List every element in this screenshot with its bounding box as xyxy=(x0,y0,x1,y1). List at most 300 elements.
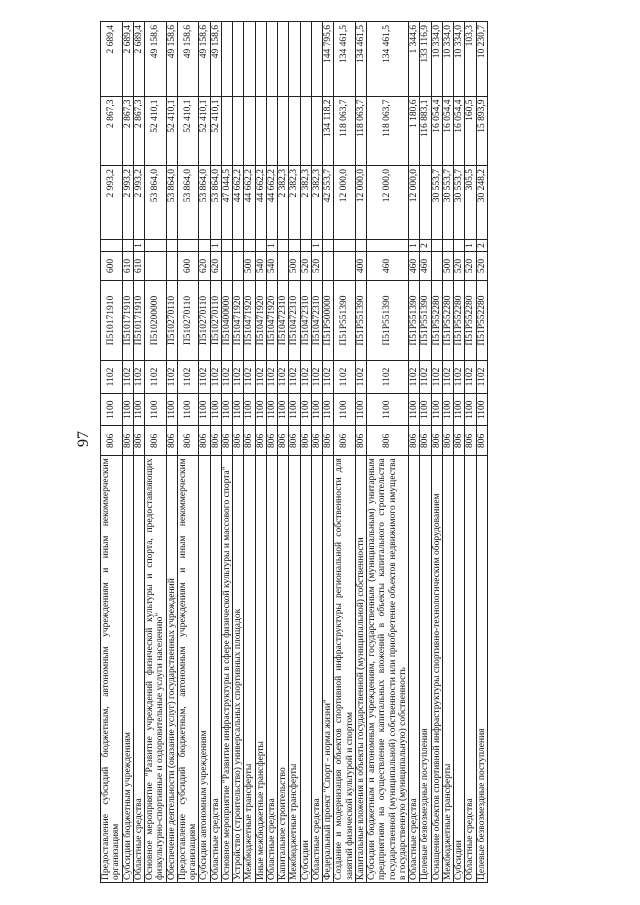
row-description: Субсидии xyxy=(300,456,311,883)
row-amount-year-3 xyxy=(221,22,232,97)
row-description: Областные средства xyxy=(311,456,322,883)
row-admin-code: 806 xyxy=(166,426,177,456)
row-target-article: П510270110 xyxy=(210,281,221,360)
row-amount-year-3 xyxy=(278,22,289,97)
table-row xyxy=(300,22,311,883)
row-description: Субсидии xyxy=(454,456,465,883)
row-section: 1100 xyxy=(233,394,244,426)
row-expense-type: 600 xyxy=(101,251,123,281)
row-amount-year-2 xyxy=(255,96,266,165)
row-amount-year-2: 2 867,3 xyxy=(122,96,133,165)
row-description: Областные средства xyxy=(266,456,277,883)
row-subsection: 1102 xyxy=(431,360,442,393)
row-amount-year-1: 44 662,2 xyxy=(233,165,244,239)
row-amount-year-3 xyxy=(266,22,277,97)
row-section: 1100 xyxy=(122,394,133,426)
row-section: 1100 xyxy=(367,394,409,426)
row-funding-source: 1 xyxy=(311,240,322,251)
row-admin-code: 806 xyxy=(409,426,420,456)
row-section: 1100 xyxy=(465,394,476,426)
row-admin-code: 806 xyxy=(199,426,210,456)
row-target-article: П51P552280 xyxy=(476,281,487,360)
row-amount-year-1: 44 662,2 xyxy=(266,165,277,239)
row-admin-code: 806 xyxy=(442,426,453,456)
row-target-article: П51P551390 xyxy=(355,281,366,360)
row-admin-code: 806 xyxy=(311,426,322,456)
row-subsection: 1102 xyxy=(367,360,409,393)
row-amount-year-2 xyxy=(300,96,311,165)
table-row xyxy=(454,22,465,883)
row-amount-year-3: 49 158,6 xyxy=(210,22,221,97)
table-row xyxy=(323,22,334,883)
row-section: 1100 xyxy=(244,394,255,426)
row-description: Устройство (строительство) универсальных спортивных площадок xyxy=(233,456,244,883)
row-expense-type: 620 xyxy=(199,251,210,281)
row-amount-year-2: 16 054,4 xyxy=(431,96,442,165)
row-funding-source: 2 xyxy=(476,240,487,251)
row-description: Межбюджетные трансферты xyxy=(289,456,300,883)
row-funding-source xyxy=(278,240,289,251)
row-expense-type: 500 xyxy=(442,251,453,281)
row-amount-year-1: 30 553,7 xyxy=(454,165,465,239)
row-description: Предоставление субсидий бюджетным, автономным учреждениям и иным некоммерческим организациям xyxy=(101,456,123,883)
table-row xyxy=(233,22,244,883)
row-target-article: П510472310 xyxy=(278,281,289,360)
table-row xyxy=(255,22,266,883)
row-subsection: 1102 xyxy=(289,360,300,393)
row-expense-type: 460 xyxy=(420,251,431,281)
row-section: 1100 xyxy=(431,394,442,426)
table-row xyxy=(199,22,210,883)
row-section: 1100 xyxy=(323,394,334,426)
row-subsection: 1102 xyxy=(300,360,311,393)
row-section: 1100 xyxy=(334,394,356,426)
row-amount-year-1 xyxy=(420,165,431,239)
row-amount-year-3 xyxy=(233,22,244,97)
row-amount-year-3 xyxy=(300,22,311,97)
row-admin-code: 806 xyxy=(278,426,289,456)
row-amount-year-2 xyxy=(233,96,244,165)
row-amount-year-1: 44 662,2 xyxy=(255,165,266,239)
row-amount-year-1: 44 662,2 xyxy=(244,165,255,239)
row-admin-code: 806 xyxy=(133,426,144,456)
row-target-article: П510472310 xyxy=(311,281,322,360)
row-target-article: П510471920 xyxy=(244,281,255,360)
row-expense-type: 600 xyxy=(177,251,199,281)
row-amount-year-2: 52 410,1 xyxy=(177,96,199,165)
row-section: 1100 xyxy=(409,394,420,426)
row-amount-year-2: 52 410,1 xyxy=(199,96,210,165)
row-amount-year-2 xyxy=(289,96,300,165)
row-section: 1100 xyxy=(177,394,199,426)
row-expense-type xyxy=(233,251,244,281)
row-amount-year-1: 30 553,7 xyxy=(442,165,453,239)
row-amount-year-1: 30 553,7 xyxy=(431,165,442,239)
row-admin-code: 806 xyxy=(233,426,244,456)
row-funding-source: 2 xyxy=(420,240,431,251)
row-admin-code: 806 xyxy=(431,426,442,456)
row-amount-year-3: 49 158,6 xyxy=(199,22,210,97)
row-section: 1100 xyxy=(266,394,277,426)
row-description: Межбюджетные трансферты xyxy=(244,456,255,883)
row-funding-source xyxy=(323,240,334,251)
row-subsection: 1102 xyxy=(101,360,123,393)
row-expense-type: 520 xyxy=(300,251,311,281)
row-target-article: П510270110 xyxy=(199,281,210,360)
row-description: Субсидии бюджетным и автономным учреждениям, государственным (муниципальным) унитарным предприятиям на осуществление капитальных вложений в объекты капитального строительства государственной (муниципальной) собственности или приобретение объектов недвижимого имущества в государственную (муниципальную) собственность xyxy=(367,456,409,883)
row-amount-year-1: 2 993,2 xyxy=(122,165,133,239)
row-amount-year-2: 2 867,3 xyxy=(101,96,123,165)
row-amount-year-1: 12 000,0 xyxy=(334,165,356,239)
table-row xyxy=(409,22,420,883)
row-funding-source xyxy=(122,240,133,251)
row-section: 1100 xyxy=(420,394,431,426)
row-admin-code: 806 xyxy=(334,426,356,456)
row-expense-type: 520 xyxy=(465,251,476,281)
row-amount-year-1: 2 382,3 xyxy=(311,165,322,239)
row-admin-code: 806 xyxy=(300,426,311,456)
row-amount-year-3: 144 795,6 xyxy=(323,22,334,97)
row-subsection: 1102 xyxy=(409,360,420,393)
row-section: 1100 xyxy=(454,394,465,426)
row-amount-year-2: 16 054,4 xyxy=(454,96,465,165)
table-row xyxy=(133,22,144,883)
row-expense-type xyxy=(323,251,334,281)
row-description: Предоставление субсидий бюджетным, автономным учреждениям и иным некоммерческим организациям xyxy=(177,456,199,883)
row-amount-year-2: 52 410,1 xyxy=(145,96,167,165)
table-row xyxy=(221,22,232,883)
row-amount-year-1: 53 864,0 xyxy=(199,165,210,239)
row-admin-code: 806 xyxy=(367,426,409,456)
row-admin-code: 806 xyxy=(244,426,255,456)
row-amount-year-3: 2 689,4 xyxy=(122,22,133,97)
row-admin-code: 806 xyxy=(289,426,300,456)
table-row xyxy=(442,22,453,883)
row-amount-year-2: 52 410,1 xyxy=(210,96,221,165)
row-admin-code: 806 xyxy=(101,426,123,456)
row-amount-year-1: 2 382,3 xyxy=(278,165,289,239)
row-target-article: П510171910 xyxy=(122,281,133,360)
row-amount-year-1: 12 000,0 xyxy=(355,165,366,239)
row-target-article: П510471920 xyxy=(233,281,244,360)
row-amount-year-1: 305,5 xyxy=(465,165,476,239)
row-expense-type: 520 xyxy=(311,251,322,281)
row-target-article: П510471920 xyxy=(266,281,277,360)
row-subsection: 1102 xyxy=(177,360,199,393)
row-subsection: 1102 xyxy=(420,360,431,393)
row-section: 1100 xyxy=(311,394,322,426)
row-amount-year-3: 134 461,5 xyxy=(334,22,356,97)
row-amount-year-2: 118 063,7 xyxy=(367,96,409,165)
table-row xyxy=(145,22,167,883)
row-admin-code: 806 xyxy=(210,426,221,456)
row-funding-source xyxy=(199,240,210,251)
row-admin-code: 806 xyxy=(122,426,133,456)
row-funding-source xyxy=(367,240,409,251)
table-row xyxy=(177,22,199,883)
row-description: Основное мероприятие "Развитие учреждений физической культуры и спорта, предоставляющих физкультурно-спортивные и оздоровительные услуги населению" xyxy=(145,456,167,883)
row-subsection: 1102 xyxy=(244,360,255,393)
row-target-article: П510270110 xyxy=(177,281,199,360)
row-section: 1100 xyxy=(476,394,487,426)
row-amount-year-1: 53 864,0 xyxy=(145,165,167,239)
row-amount-year-1: 47 044,5 xyxy=(221,165,232,239)
table-row xyxy=(311,22,322,883)
row-amount-year-3: 49 158,6 xyxy=(145,22,167,97)
row-target-article: П51P552280 xyxy=(431,281,442,360)
table-row xyxy=(210,22,221,883)
row-expense-type: 500 xyxy=(244,251,255,281)
row-description: Межбюджетные трансферты xyxy=(442,456,453,883)
row-subsection: 1102 xyxy=(454,360,465,393)
row-subsection: 1102 xyxy=(334,360,356,393)
row-amount-year-1: 53 864,0 xyxy=(210,165,221,239)
row-description: Капитальные вложения в объекты государственной (муниципальной) собственности xyxy=(355,456,366,883)
row-funding-source xyxy=(166,240,177,251)
row-amount-year-3 xyxy=(255,22,266,97)
row-admin-code: 806 xyxy=(255,426,266,456)
row-expense-type: 500 xyxy=(289,251,300,281)
row-amount-year-2 xyxy=(266,96,277,165)
table-row xyxy=(465,22,476,883)
row-description: Целевые безвозмездные поступления xyxy=(420,456,431,883)
row-subsection: 1102 xyxy=(145,360,167,393)
row-funding-source xyxy=(233,240,244,251)
row-funding-source xyxy=(355,240,366,251)
row-section: 1100 xyxy=(278,394,289,426)
row-funding-source xyxy=(334,240,356,251)
row-amount-year-3 xyxy=(289,22,300,97)
row-subsection: 1102 xyxy=(476,360,487,393)
row-admin-code: 806 xyxy=(221,426,232,456)
row-description: Оснащение объектов спортивной инфраструктуры спортивно-технологическим оборудованием xyxy=(431,456,442,883)
row-section: 1100 xyxy=(166,394,177,426)
row-target-article: П51P551390 xyxy=(367,281,409,360)
row-expense-type: 460 xyxy=(409,251,420,281)
row-amount-year-3: 10 230,7 xyxy=(476,22,487,97)
table-row xyxy=(289,22,300,883)
table-row xyxy=(476,22,487,883)
row-amount-year-3: 49 158,6 xyxy=(166,22,177,97)
row-expense-type: 520 xyxy=(454,251,465,281)
row-amount-year-1: 2 993,2 xyxy=(101,165,123,239)
row-amount-year-3: 2 689,4 xyxy=(133,22,144,97)
row-amount-year-1: 53 864,0 xyxy=(177,165,199,239)
row-expense-type xyxy=(431,251,442,281)
row-admin-code: 806 xyxy=(476,426,487,456)
row-section: 1100 xyxy=(133,394,144,426)
row-target-article: П510171910 xyxy=(101,281,123,360)
row-amount-year-2 xyxy=(278,96,289,165)
row-subsection: 1102 xyxy=(166,360,177,393)
row-funding-source: 1 xyxy=(210,240,221,251)
row-admin-code: 806 xyxy=(355,426,366,456)
row-subsection: 1102 xyxy=(323,360,334,393)
row-description: Субсидии автономным учреждениям xyxy=(199,456,210,883)
table-row xyxy=(101,22,123,883)
row-description: Областные средства xyxy=(133,456,144,883)
row-expense-type: 610 xyxy=(122,251,133,281)
row-amount-year-2: 16 054,4 xyxy=(442,96,453,165)
row-funding-source xyxy=(454,240,465,251)
row-admin-code: 806 xyxy=(177,426,199,456)
row-description: Областные средства xyxy=(465,456,476,883)
row-target-article: П510200000 xyxy=(145,281,167,360)
row-admin-code: 806 xyxy=(266,426,277,456)
row-subsection: 1102 xyxy=(442,360,453,393)
row-subsection: 1102 xyxy=(133,360,144,393)
row-amount-year-3: 134 461,5 xyxy=(355,22,366,97)
row-amount-year-2 xyxy=(244,96,255,165)
row-amount-year-3: 103,3 xyxy=(465,22,476,97)
row-amount-year-2: 116 883,1 xyxy=(420,96,431,165)
row-target-article: П51P551390 xyxy=(334,281,356,360)
row-amount-year-1: 12 000,0 xyxy=(409,165,420,239)
row-admin-code: 806 xyxy=(323,426,334,456)
row-funding-source xyxy=(101,240,123,251)
row-description: Областные средства xyxy=(409,456,420,883)
row-target-article: П510472310 xyxy=(300,281,311,360)
row-amount-year-3: 2 689,4 xyxy=(101,22,123,97)
row-description: Иные межбюджетные трансферты xyxy=(255,456,266,883)
row-amount-year-2: 134 118,2 xyxy=(323,96,334,165)
row-amount-year-3: 134 461,5 xyxy=(367,22,409,97)
row-funding-source: 1 xyxy=(409,240,420,251)
row-section: 1100 xyxy=(442,394,453,426)
row-amount-year-3 xyxy=(311,22,322,97)
row-subsection: 1102 xyxy=(255,360,266,393)
row-amount-year-1: 2 382,3 xyxy=(300,165,311,239)
row-funding-source xyxy=(145,240,167,251)
row-subsection: 1102 xyxy=(210,360,221,393)
row-amount-year-2 xyxy=(221,96,232,165)
row-amount-year-1: 53 864,0 xyxy=(166,165,177,239)
table-row xyxy=(266,22,277,883)
row-expense-type xyxy=(145,251,167,281)
row-amount-year-2: 118 063,7 xyxy=(355,96,366,165)
row-subsection: 1102 xyxy=(199,360,210,393)
row-funding-source xyxy=(431,240,442,251)
row-amount-year-3: 49 158,6 xyxy=(177,22,199,97)
table-row xyxy=(166,22,177,883)
row-expense-type xyxy=(166,251,177,281)
row-section: 1100 xyxy=(221,394,232,426)
row-amount-year-1: 42 553,7 xyxy=(323,165,334,239)
row-target-article: П51P552280 xyxy=(465,281,476,360)
table-row xyxy=(367,22,409,883)
row-target-article: П510400000 xyxy=(221,281,232,360)
row-section: 1100 xyxy=(255,394,266,426)
row-description: Капитальное строительство xyxy=(278,456,289,883)
row-subsection: 1102 xyxy=(221,360,232,393)
row-target-article: П51P552280 xyxy=(442,281,453,360)
row-subsection: 1102 xyxy=(122,360,133,393)
row-target-article: П510270110 xyxy=(166,281,177,360)
row-amount-year-3: 10 334,0 xyxy=(454,22,465,97)
row-amount-year-2: 2 867,3 xyxy=(133,96,144,165)
row-subsection: 1102 xyxy=(465,360,476,393)
row-description: Создание и модернизация объектов спортивной инфраструктуры региональной собственности для занятий физической культурой и спортом xyxy=(334,456,356,883)
row-subsection: 1102 xyxy=(355,360,366,393)
table-row xyxy=(420,22,431,883)
row-amount-year-3: 10 334,0 xyxy=(431,22,442,97)
row-admin-code: 806 xyxy=(420,426,431,456)
row-funding-source xyxy=(300,240,311,251)
row-target-article: П510472310 xyxy=(289,281,300,360)
row-description: Субсидии бюджетным учреждениям xyxy=(122,456,133,883)
row-expense-type xyxy=(278,251,289,281)
row-target-article: П51P551390 xyxy=(420,281,431,360)
row-target-article: П51P500000 xyxy=(323,281,334,360)
row-amount-year-2: 1 180,6 xyxy=(409,96,420,165)
table-row xyxy=(334,22,356,883)
table-row xyxy=(278,22,289,883)
row-amount-year-2: 160,5 xyxy=(465,96,476,165)
table-row xyxy=(244,22,255,883)
row-expense-type: 620 xyxy=(210,251,221,281)
row-funding-source: 1 xyxy=(133,240,144,251)
table-row xyxy=(122,22,133,883)
row-description: Обеспечение деятельности (оказание услуг) государственных учреждений xyxy=(166,456,177,883)
row-funding-source xyxy=(289,240,300,251)
row-funding-source xyxy=(244,240,255,251)
row-funding-source xyxy=(177,240,199,251)
row-expense-type: 460 xyxy=(367,251,409,281)
row-amount-year-3: 133 116,9 xyxy=(420,22,431,97)
row-expense-type xyxy=(334,251,356,281)
row-funding-source xyxy=(221,240,232,251)
row-subsection: 1102 xyxy=(233,360,244,393)
row-amount-year-3: 1 344,6 xyxy=(409,22,420,97)
row-amount-year-3: 10 334,0 xyxy=(442,22,453,97)
row-amount-year-2: 52 410,1 xyxy=(166,96,177,165)
row-amount-year-1: 30 248,2 xyxy=(476,165,487,239)
row-amount-year-1: 12 000,0 xyxy=(367,165,409,239)
row-description: Основное мероприятие "Развитие инфраструктуры в сфере физической культуры и массового спорта" xyxy=(221,456,232,883)
row-funding-source: 1 xyxy=(465,240,476,251)
table-row xyxy=(355,22,366,883)
row-expense-type: 610 xyxy=(133,251,144,281)
row-target-article: П510471920 xyxy=(255,281,266,360)
row-section: 1100 xyxy=(199,394,210,426)
row-section: 1100 xyxy=(210,394,221,426)
row-expense-type: 520 xyxy=(476,251,487,281)
row-description: Федеральный проект "Спорт - норма жизни" xyxy=(323,456,334,883)
row-subsection: 1102 xyxy=(266,360,277,393)
row-section: 1100 xyxy=(289,394,300,426)
rotated-page-content xyxy=(100,21,488,883)
row-section: 1100 xyxy=(145,394,167,426)
row-admin-code: 806 xyxy=(454,426,465,456)
row-section: 1100 xyxy=(300,394,311,426)
table-row xyxy=(431,22,442,883)
row-amount-year-3 xyxy=(244,22,255,97)
row-amount-year-2: 15 893,9 xyxy=(476,96,487,165)
page-number: 97 xyxy=(75,431,92,447)
row-section: 1100 xyxy=(355,394,366,426)
row-target-article: П510171910 xyxy=(133,281,144,360)
row-description: Областные средства xyxy=(210,456,221,883)
row-admin-code: 806 xyxy=(465,426,476,456)
row-admin-code: 806 xyxy=(145,426,167,456)
row-target-article: П51P552280 xyxy=(454,281,465,360)
row-target-article: П51P551390 xyxy=(409,281,420,360)
row-subsection: 1102 xyxy=(311,360,322,393)
row-description: Целевые безвозмездные поступления xyxy=(476,456,487,883)
budget-table xyxy=(100,21,488,883)
row-expense-type: 540 xyxy=(255,251,266,281)
row-expense-type xyxy=(221,251,232,281)
